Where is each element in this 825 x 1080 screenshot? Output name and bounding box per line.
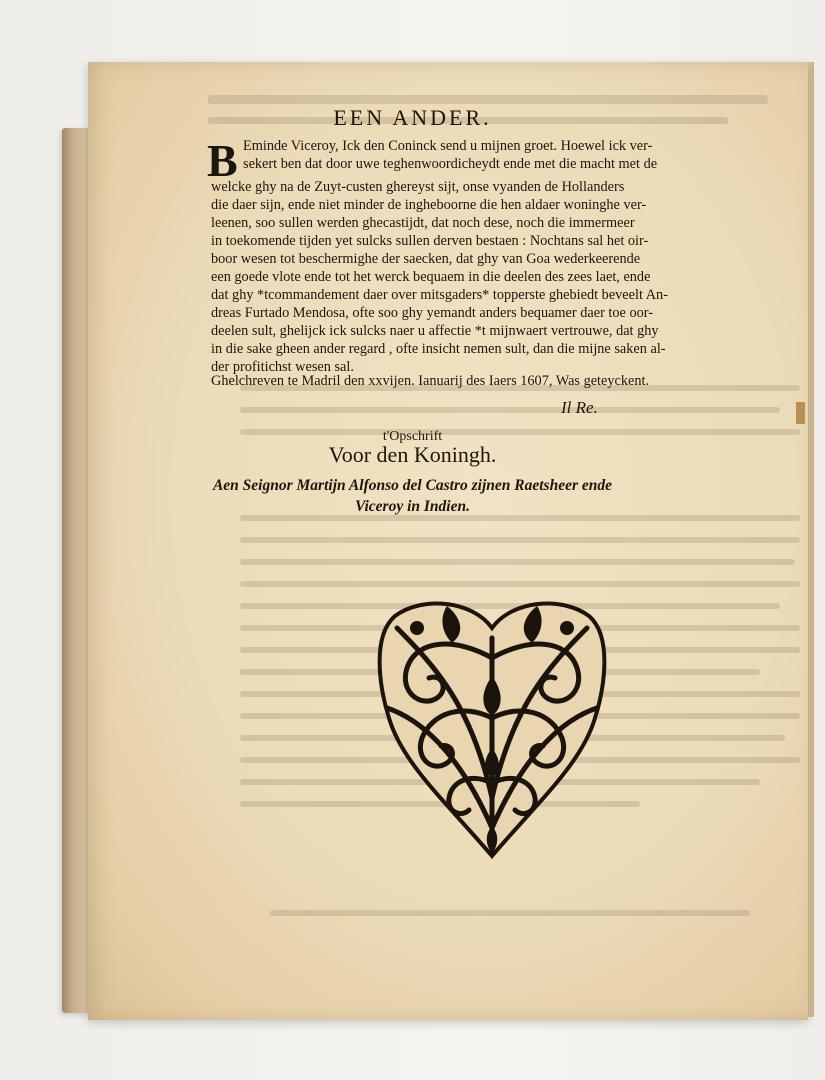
letter-line: een goede vlote ende tot het werck bequaem in die deelen des zees laet, ende: [211, 269, 651, 285]
letter-line: die daer sijn, ende niet minder de ingheboorne die hen aldaer woninghe ver-: [211, 197, 647, 213]
letter-line: sekert ben dat door uwe teghenwoordicheydt ende met die macht met de: [243, 156, 658, 172]
letter-line: in die sake gheen ander regard , ofte insicht nemen sult, dan die mijne saken al-: [211, 341, 666, 357]
letter-line: welcke ghy na de Zuyt-custen ghereyst sijt, onse vyanden de Hollanders: [211, 179, 625, 195]
letter-line: dreas Furtado Mendosa, ofte soo ghy yemandt anders bequamer daer toe oor-: [211, 305, 653, 321]
drop-cap: B: [207, 135, 238, 186]
page-heading: EEN ANDER.: [333, 105, 492, 130]
superscription: t'Opschrift: [382, 429, 443, 444]
letter-line: Eminde Viceroy, Ick den Coninck send u mijnen groet. Hoewel ick ver-: [243, 138, 653, 154]
address-line: Aen Seignor Martijn Alfonso del Castro zijnen Raetsheer ende: [212, 477, 613, 494]
letter-line: boor wesen tot beschermighe der saecken, dat ghy van Goa wederkeerende: [211, 251, 641, 267]
dateline: Ghelchreven te Madril den xxvijen. Ianuarij des Iaers 1607, Was geteyckent.: [211, 373, 650, 389]
heart-ornament-icon: [377, 598, 607, 860]
address-line: Viceroy in Indien.: [355, 498, 470, 515]
addressee-title: Voor den Koningh.: [328, 442, 497, 467]
letter-line: der profitichst wesen sal.: [211, 359, 354, 375]
heart-ornament-drawing: [377, 598, 607, 860]
letter-line: deelen sult, ghelijck ick sulcks naer u affectie *t mijnwaert vertrouwe, dat ghy: [211, 323, 659, 339]
letter-line: leenen, soo sullen werden ghecastijdt, dat noch dese, noch die immermeer: [211, 215, 635, 231]
letter-line: dat ghy *tcommandement daer over mitsgaders* topperste ghebiedt beveelt An-: [211, 287, 668, 303]
letter-line: in toekomende tijden yet sulcks sullen derven bestaen : Nochtans sal het oir-: [211, 233, 649, 249]
signature: Il Re.: [561, 398, 598, 417]
